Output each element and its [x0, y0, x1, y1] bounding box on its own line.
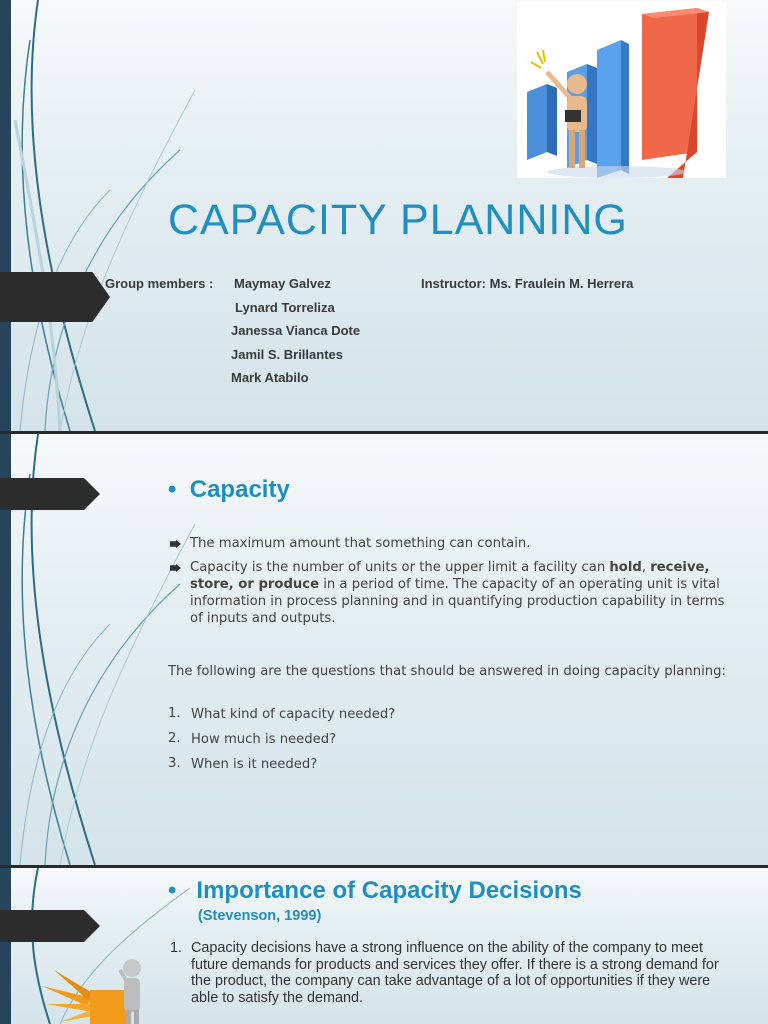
heading-text: Capacity — [189, 476, 290, 503]
section-heading — [168, 877, 582, 905]
slide-title — [0, 0, 768, 431]
slide-tab-marker — [0, 478, 100, 510]
heading-bullet: • — [168, 877, 177, 904]
importance-item: Capacity decisions have a strong influence on the ability of the company to meet future demands for products and services they offer. If there is a strong demand for the product, the company can take advantage of a lot of opportunities if they were able to satisfy the demand. — [191, 940, 719, 1006]
list-number: 1. — [168, 706, 181, 721]
list-number: 3. — [168, 756, 181, 771]
citation: (Stevenson, 1999) — [198, 908, 322, 924]
bold-term: store — [190, 577, 229, 592]
bar-chart-person-illustration — [517, 2, 726, 178]
member-name: Jamil S. Brillantes — [231, 347, 343, 362]
question-item: How much is needed? — [191, 732, 337, 747]
text-segment: , or — [228, 577, 259, 592]
section-heading — [168, 476, 290, 504]
definition-bullet: The maximum amount that something can contain. — [190, 536, 531, 551]
slide-tab-marker — [0, 910, 100, 942]
instructor-name: Instructor: Ms. Fraulein M. Herrera — [421, 276, 634, 291]
slide-importance — [0, 868, 768, 1024]
bold-term: produce — [258, 577, 320, 592]
capacity-definition-bullet — [190, 559, 730, 627]
arrows-person-illustration — [32, 946, 157, 1024]
member-name: Mark Atabilo — [231, 370, 309, 385]
member-name: Lynard Torreliza — [235, 300, 335, 315]
text-segment: in a period of time. The capacity of an operating unit is vital information in process planning and in quantifying production capability in terms of inputs and outputs. — [190, 577, 725, 626]
list-number: 1. — [170, 940, 183, 956]
member-name: Maymay Galvez — [234, 276, 331, 291]
text-segment: , — [704, 560, 710, 575]
presentation-title: CAPACITY PLANNING — [168, 196, 628, 244]
group-members-label: Group members : — [105, 276, 214, 291]
slide-tab-marker — [0, 272, 110, 322]
heading-bullet: • — [168, 476, 177, 503]
member-name: Janessa Vianca Dote — [231, 323, 361, 338]
question-item: When is it needed? — [191, 757, 318, 772]
list-number: 2. — [168, 731, 181, 746]
question-item: What kind of capacity needed? — [191, 707, 396, 722]
slide-capacity — [0, 434, 768, 865]
bold-term: receive — [650, 560, 705, 575]
text-segment: , — [641, 560, 651, 575]
bold-term: hold — [609, 560, 642, 575]
questions-intro: The following are the questions that should be answered in doing capacity planning: — [168, 664, 726, 679]
heading-text: Importance of Capacity Decisions — [196, 877, 582, 904]
text-segment: Capacity is the number of units or the upper limit a facility can — [190, 560, 610, 575]
